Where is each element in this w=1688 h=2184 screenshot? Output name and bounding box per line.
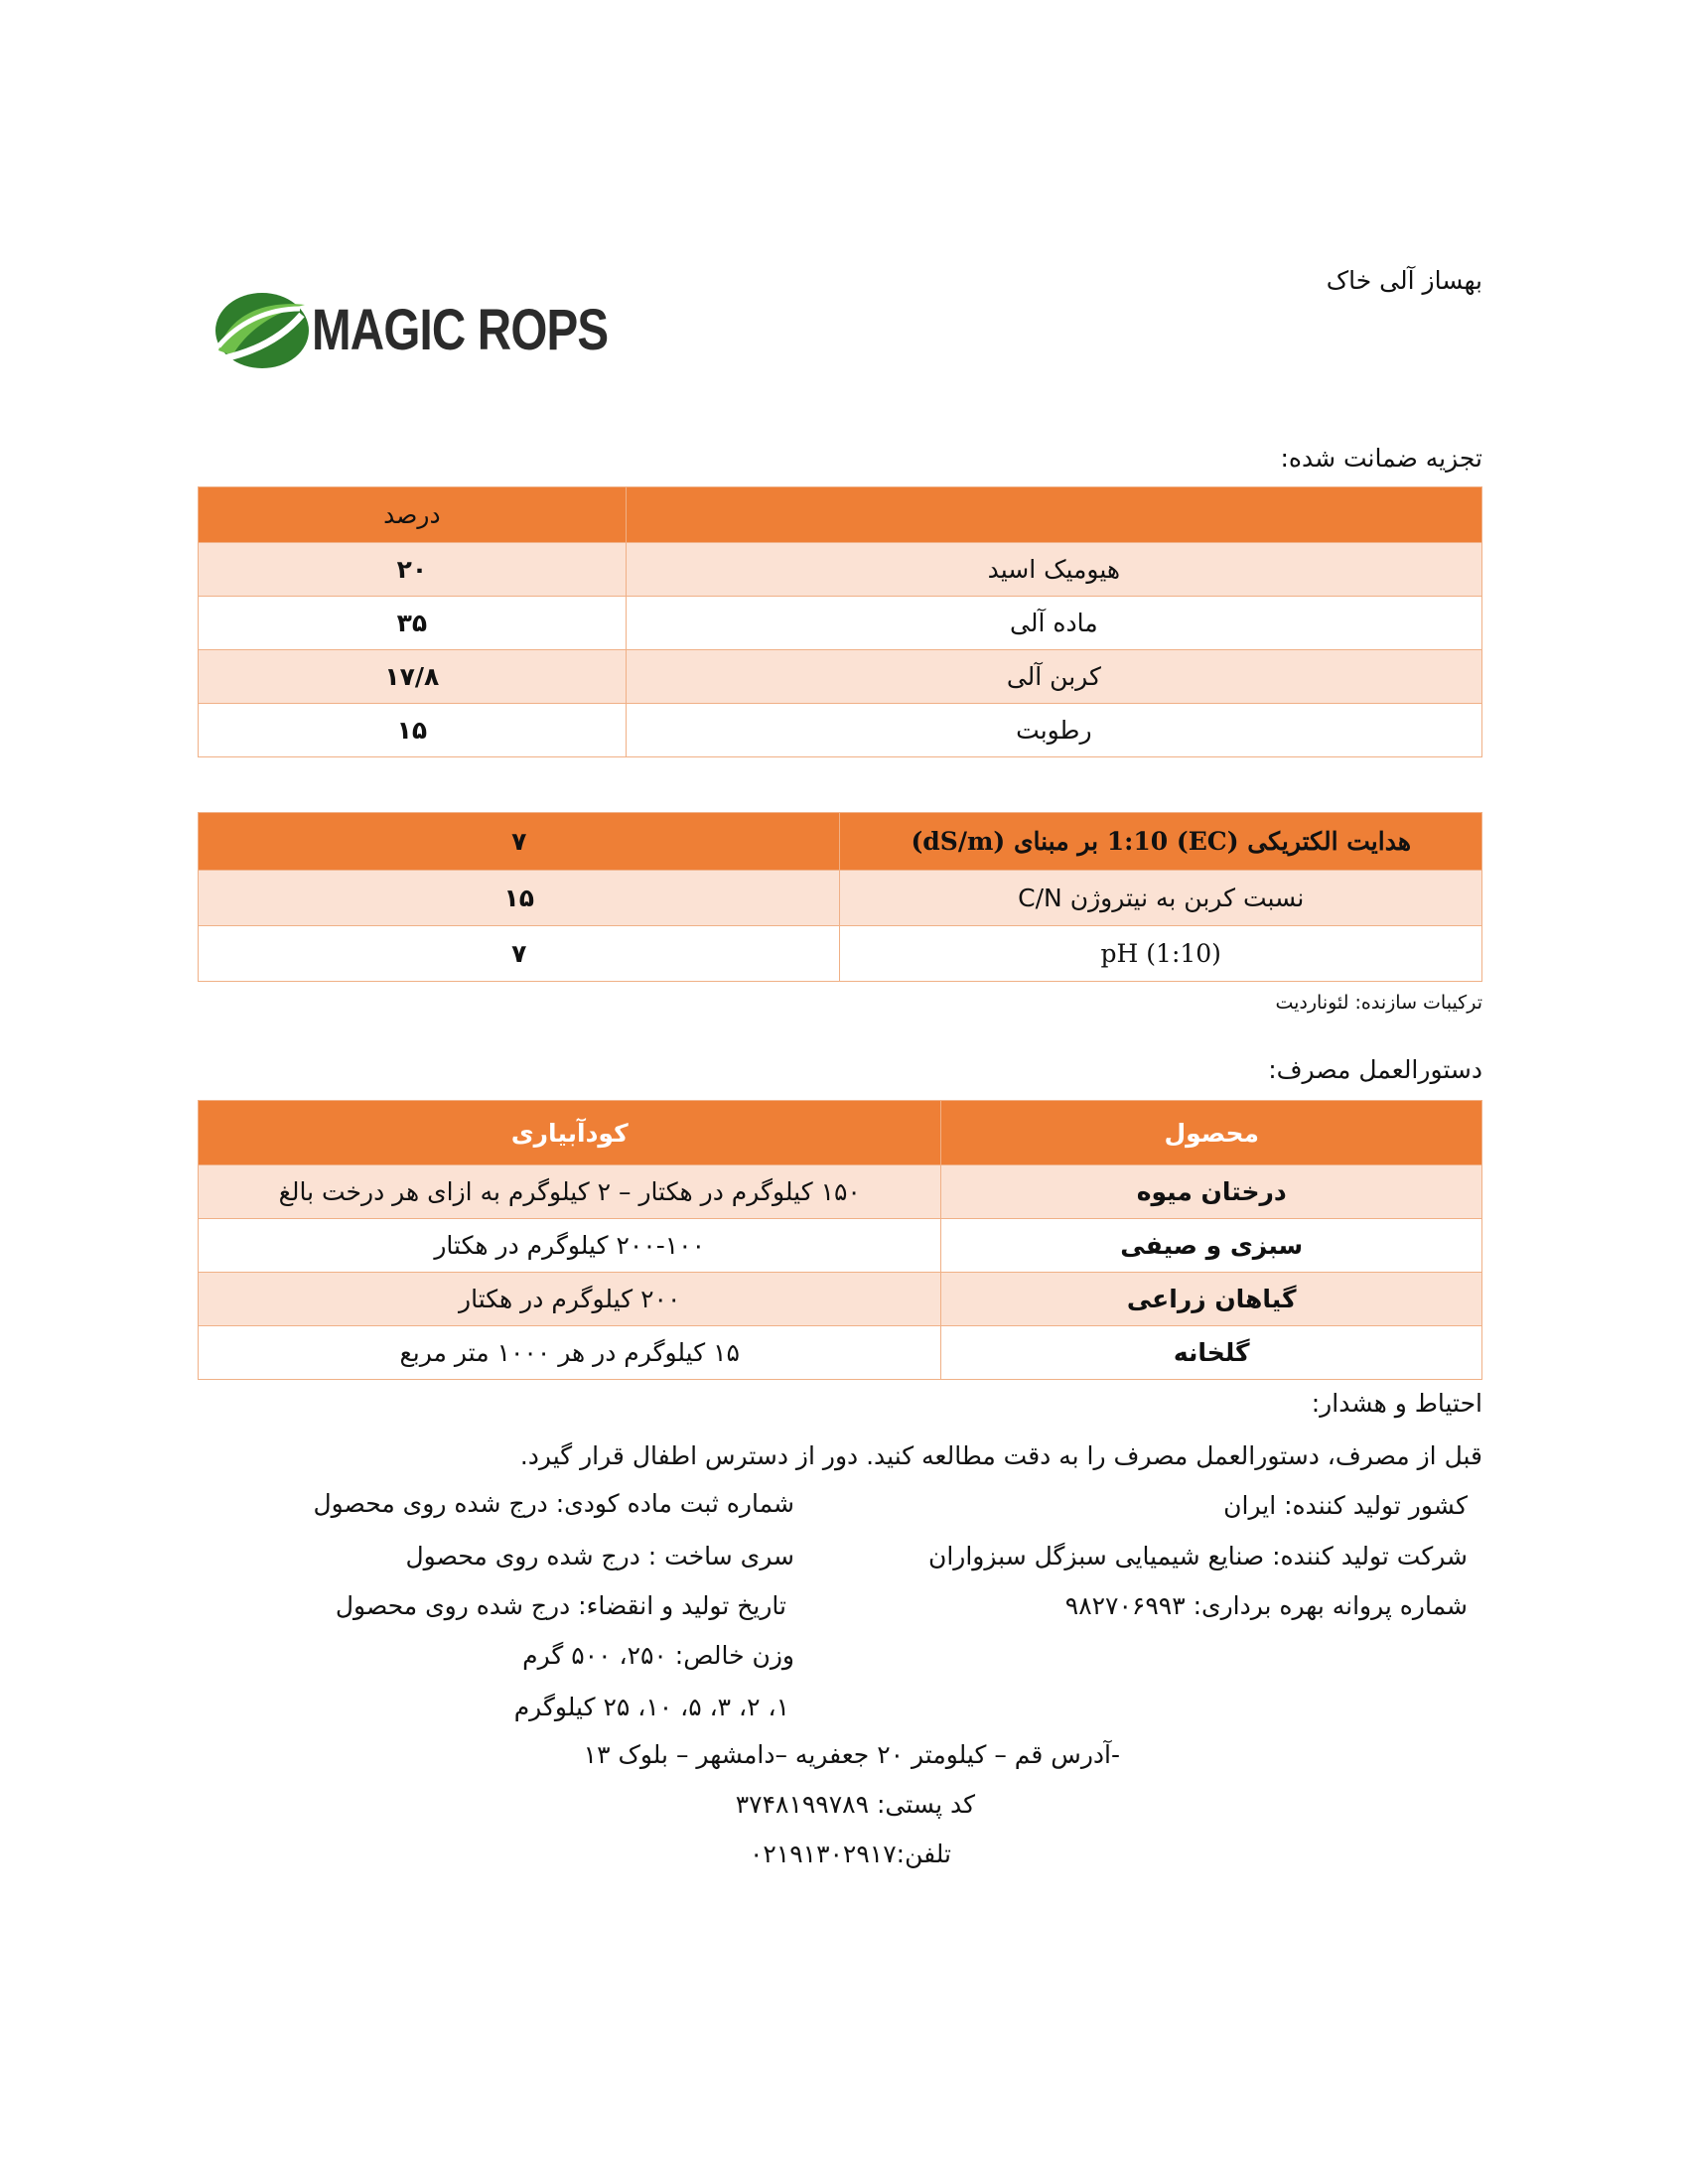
- producer-company: شرکت تولید کننده: صنایع شیمیایی سبزگل سبزواران: [927, 1542, 1468, 1570]
- table-row: [199, 1219, 1482, 1273]
- magic-crops-logo: [211, 281, 637, 385]
- batch-number: سری ساخت : درج شده روی محصول: [405, 1542, 794, 1570]
- col-percent-header: درصد: [199, 487, 627, 543]
- warning-text: قبل از مصرف، دستورالعمل مصرف را به دقت مطالعه کنید. دور از دسترس اطفال قرار گیرد.: [519, 1441, 1482, 1470]
- leaf-logo-icon: [211, 281, 310, 380]
- usage-product: گلخانه: [941, 1326, 1482, 1380]
- properties-table: [198, 812, 1482, 982]
- col-name-header: [626, 487, 1481, 543]
- address: -آدرس قم – کیلومتر ۲۰ جعفریه –دامشهر – بلوک ۱۳: [583, 1740, 1120, 1769]
- analysis-name: ماده آلی: [626, 597, 1481, 650]
- analysis-value: ۱۵: [199, 704, 627, 757]
- analysis-value: ۱۷/۸: [199, 650, 627, 704]
- table-row: [199, 650, 1482, 704]
- ingredients-note: ترکیبات سازنده: لئوناردیت: [1275, 992, 1482, 1014]
- usage-product: درختان میوه: [941, 1165, 1482, 1219]
- analysis-name: رطوبت: [626, 704, 1481, 757]
- table-row: [199, 597, 1482, 650]
- phone: تلفن:۰۲۱۹۱۳۰۲۹۱۷: [749, 1840, 951, 1868]
- usage-product: گیاهان زراعی: [941, 1273, 1482, 1326]
- net-weight: وزن خالص: ۲۵۰، ۵۰۰ گرم: [522, 1641, 794, 1670]
- analysis-value: ۳۵: [199, 597, 627, 650]
- usage-dose: ۱۵۰ کیلوگرم در هکتار – ۲ کیلوگرم به ازای هر درخت بالغ: [199, 1165, 941, 1219]
- logo-text: MAGIC ROPS: [312, 298, 609, 362]
- col-product-header: محصول: [941, 1101, 1482, 1165]
- table-row: [199, 871, 1482, 926]
- package-weights: ۱، ۲، ۳، ۵، ۱۰، ۲۵ کیلوگرم: [513, 1693, 789, 1721]
- product-title: بهساز آلی خاک: [1326, 266, 1482, 295]
- usage-heading: دستورالعمل مصرف:: [1268, 1055, 1482, 1084]
- analysis-heading: تجزیه ضمانت شده:: [1280, 444, 1482, 473]
- license-number: شماره پروانه بهره برداری: ۹۸۲۷۰۶۹۹۳: [1064, 1591, 1468, 1620]
- usage-dose: ۱۵ کیلوگرم در هر ۱۰۰۰ متر مربع: [199, 1326, 941, 1380]
- analysis-table: [198, 486, 1482, 757]
- table-row: [199, 926, 1482, 982]
- analysis-value: ۲۰: [199, 543, 627, 597]
- ec-value: ۷: [199, 813, 840, 871]
- property-value: ۱۵: [199, 871, 840, 926]
- usage-product: سبزی و صیفی: [941, 1219, 1482, 1273]
- producer-country: کشور تولید کننده: ایران: [1223, 1491, 1468, 1520]
- analysis-name: هیومیک اسید: [626, 543, 1481, 597]
- usage-dose: ۲۰۰-۱۰۰ کیلوگرم در هکتار: [199, 1219, 941, 1273]
- usage-table: [198, 1100, 1482, 1380]
- property-name: نسبت کربن به نیتروژن C/N: [840, 871, 1482, 926]
- property-name: pH (1:10): [840, 926, 1482, 982]
- property-value: ۷: [199, 926, 840, 982]
- table-row: [199, 1165, 1482, 1219]
- postal-code: کد پستی: ۳۷۴۸۱۹۹۷۸۹: [735, 1790, 975, 1819]
- usage-dose: ۲۰۰ کیلوگرم در هکتار: [199, 1273, 941, 1326]
- registration-number: شماره ثبت ماده کودی: درج شده روی محصول: [313, 1489, 794, 1518]
- table-row: [199, 1326, 1482, 1380]
- table-row: [199, 543, 1482, 597]
- warning-heading: احتیاط و هشدار:: [1311, 1389, 1482, 1418]
- table-row: [199, 1273, 1482, 1326]
- ec-label: هدایت الکتریکی (EC) 1:10 بر مبنای (dS/m): [840, 813, 1482, 871]
- col-fertigation-header: کودآبیاری: [199, 1101, 941, 1165]
- table-row: [199, 704, 1482, 757]
- production-expiry-dates: تاریخ تولید و انقضاء: درج شده روی محصول: [335, 1591, 786, 1620]
- analysis-name: کربن آلی: [626, 650, 1481, 704]
